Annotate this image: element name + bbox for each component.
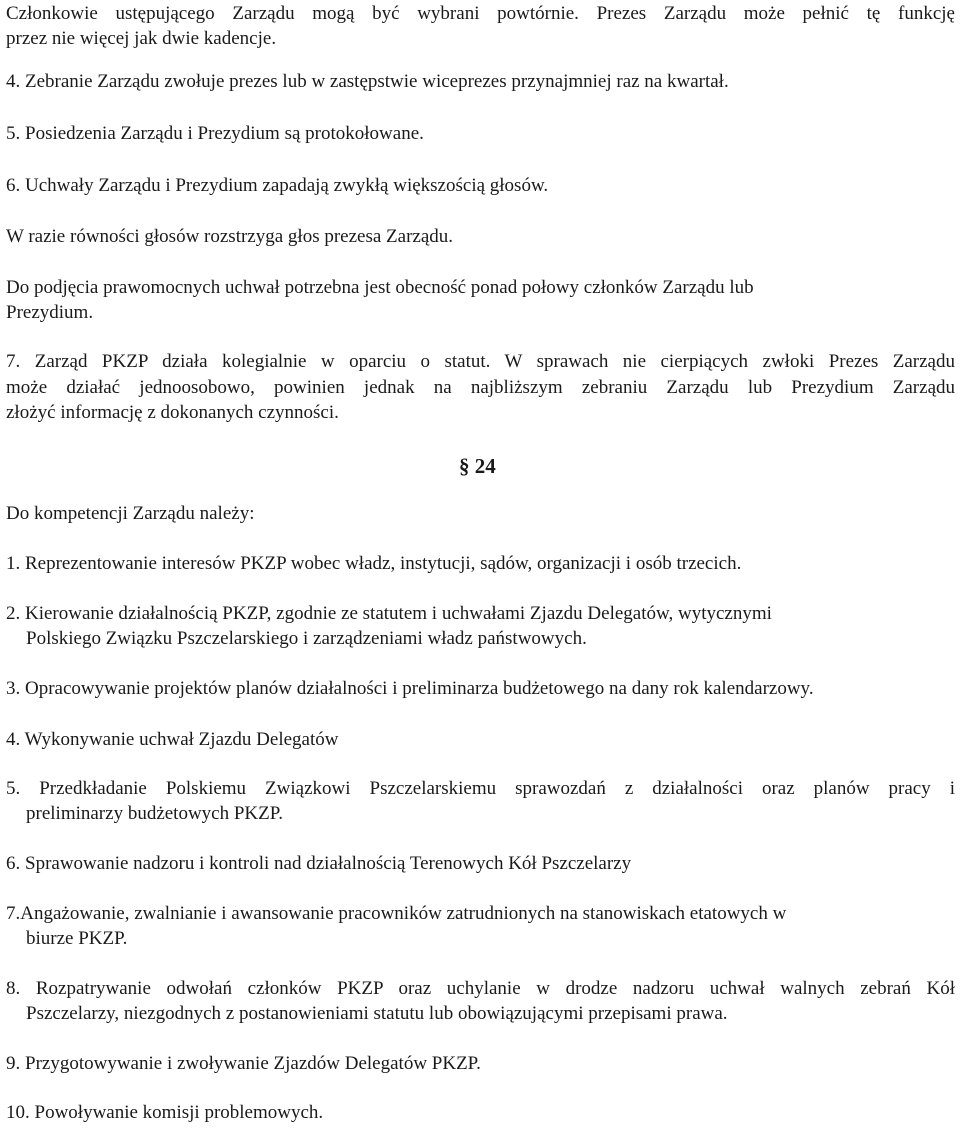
rule-6-tie: W razie równości głosów rozstrzyga głos prezesa Zarządu.	[6, 226, 454, 247]
competence-4: 4. Wykonywanie uchwał Zjazdu Delegatów	[6, 729, 339, 750]
rule-6-quorum-line-2: Prezydium.	[6, 302, 94, 323]
competence-2-line-2: Polskiego Związku Pszczelarskiego i zarządzeniami władz państwowych.	[26, 628, 587, 649]
competence-2-line-1: 2. Kierowanie działalnością PKZP, zgodnie ze statutem i uchwałami Zjazdu Delegatów, wytycznymi	[6, 603, 772, 624]
competence-7-line-1: 7.Angażowanie, zwalnianie i awansowanie pracowników zatrudnionych na stanowiskach etatowych w	[6, 903, 787, 924]
section-marker: § 24	[459, 454, 496, 478]
competence-1: 1. Reprezentowanie interesów PKZP wobec władz, instytucji, sądów, organizacji i osób trzecich.	[6, 553, 742, 574]
competence-6: 6. Sprawowanie nadzoru i kontroli nad działalnością Terenowych Kół Pszczelarzy	[6, 853, 632, 874]
rule-7-line-1: 7. Zarząd PKZP działa kolegialnie w oparciu o statut. W sprawach nie cierpiących zwłoki Prezes Zarządu	[6, 351, 955, 372]
competence-7-line-2: biurze PKZP.	[26, 928, 128, 949]
competence-5-line-1: 5. Przedkładanie Polskiemu Związkowi Pszczelarskiemu sprawozdań z działalności oraz planów pracy i	[6, 778, 955, 799]
rule-6: 6. Uchwały Zarządu i Prezydium zapadają zwykłą większością głosów.	[6, 175, 549, 196]
competence-8-line-2: Pszczelarzy, niezgodnych z postanowieniami statutu lub obowiązującymi przepisami prawa.	[26, 1003, 728, 1024]
competence-10: 10. Powoływanie komisji problemowych.	[6, 1102, 324, 1123]
rule-6-quorum-line-1: Do podjęcia prawomocnych uchwał potrzebna jest obecność ponad połowy członków Zarządu lub	[6, 277, 754, 298]
intro-line-2: przez nie więcej jak dwie kadencje.	[6, 28, 277, 49]
rule-5: 5. Posiedzenia Zarządu i Prezydium są protokołowane.	[6, 123, 424, 144]
rule-7-line-2: może działać jednoosobowo, powinien jednak na najbliższym zebraniu Zarządu lub Prezydium Zarządu	[6, 377, 955, 398]
competence-9: 9. Przygotowywanie i zwoływanie Zjazdów Delegatów PKZP.	[6, 1053, 481, 1074]
rule-4: 4. Zebranie Zarządu zwołuje prezes lub w zastępstwie wiceprezes przynajmniej raz na kwartał.	[6, 71, 729, 92]
section-heading: Do kompetencji Zarządu należy:	[6, 503, 255, 524]
competence-8-line-1: 8. Rozpatrywanie odwołań członków PKZP oraz uchylanie w drodze nadzoru uchwał walnych zebrań Kół	[6, 978, 955, 999]
competence-3: 3. Opracowywanie projektów planów działalności i preliminarza budżetowego na dany rok kalendarzowy.	[6, 678, 814, 699]
rule-7-line-3: złożyć informację z dokonanych czynności.	[6, 402, 339, 423]
competence-5-line-2: preliminarzy budżetowych PKZP.	[26, 803, 283, 824]
intro-line-1: Członkowie ustępującego Zarządu mogą być wybrani powtórnie. Prezes Zarządu może pełnić tę funkcję	[6, 3, 955, 24]
